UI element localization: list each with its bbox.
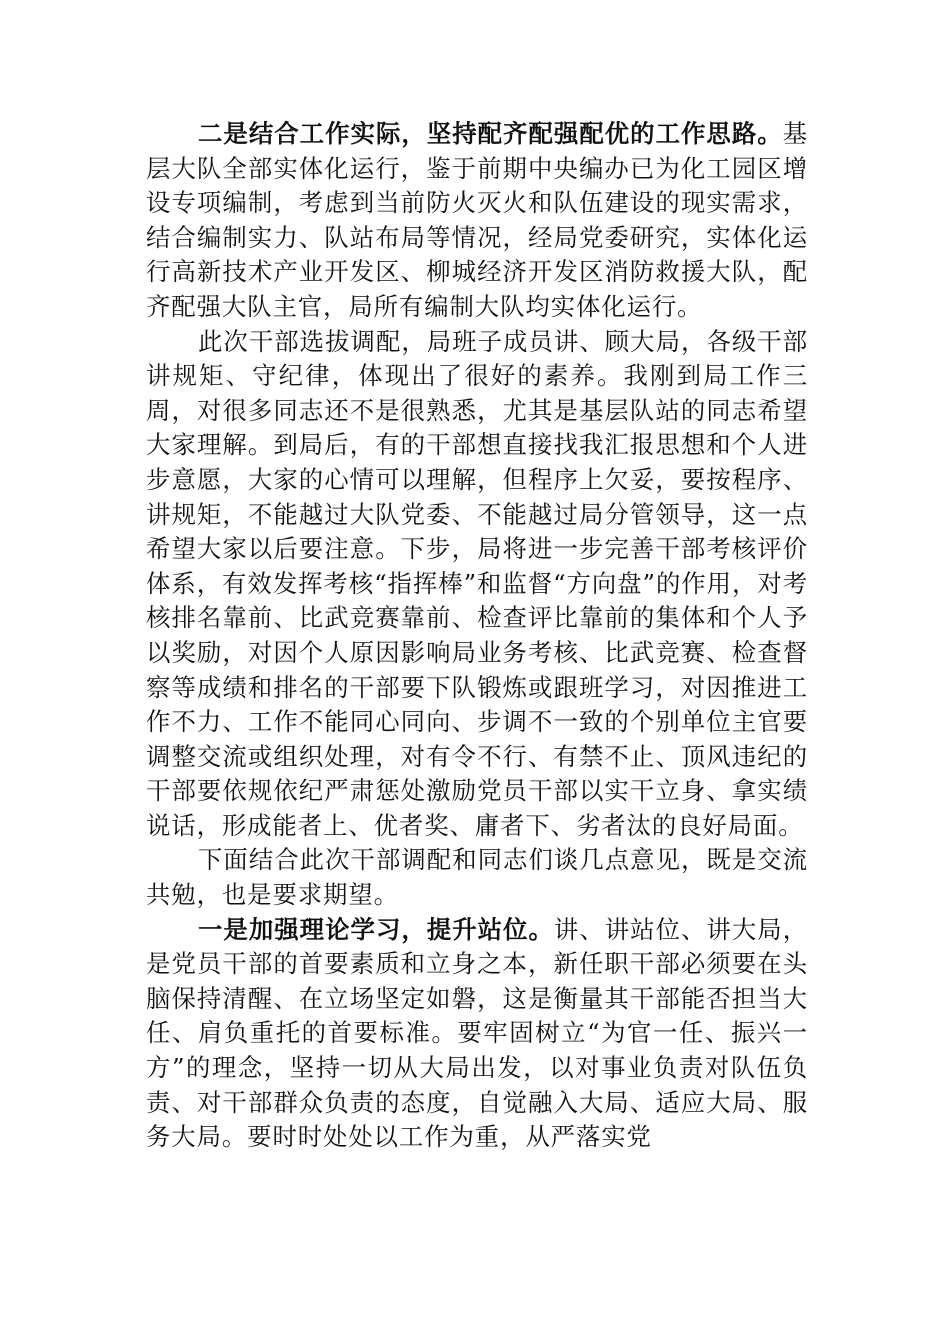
paragraph-work-approach (146, 117, 808, 325)
paragraph-cadre-selection (146, 325, 808, 844)
document-body (146, 117, 808, 1155)
paragraph-lead-heading: 一是加强理论学习，提升站位。 (198, 914, 554, 944)
paragraph-theory-study (146, 913, 808, 1155)
paragraph-lead-heading: 二是结合工作实际，坚持配齐配强配优的工作思路。 (198, 119, 783, 148)
paragraph-text: 下面结合此次干部调配和同志们谈几点意见，既是交流共勉，也是要求期望。 (146, 845, 808, 910)
paragraph-text: 基层大队全部实体化运行，鉴于前期中央编办已为化工园区增设专项编制，考虑到当前防火灭火和队伍建设的现实需求，结合编制实力、队站布局等情况，经局党委研究，实体化运行高新技术产业开发区、柳城经济开发区消防救援大队，配齐配强大队主官，局所有编制大队均实体化运行。 (146, 119, 808, 321)
paragraph-transition (146, 843, 808, 912)
paragraph-text: 此次干部选拔调配，局班子成员讲、顾大局，各级干部讲规矩、守纪律，体现出了很好的素养。我刚到局工作三周，对很多同志还不是很熟悉，尤其是基层队站的同志希望大家理解。到局后，有的干部想直接找我汇报思想和个人进步意愿，大家的心情可以理解，但程序上欠妥，要按程序、讲规矩，不能越过大队党委、不能越过局分管领导，这一点希望大家以后要注意。下步，局将进一步完善干部考核评价体系，有效发挥考核“指挥棒”和监督“方向盘”的作用，对考核排名靠前、比武竞赛靠前、检查评比靠前的集体和个人予以奖励，对因个人原因影响局业务考核、比武竞赛、检查督察等成绩和排名的干部要下队锻炼或跟班学习，对因推进工作不力、工作不能同心同向、步调不一致的个别单位主官要调整交流或组织处理，对有令不行、有禁不止、顶风违纪的干部要依规依纪严肃惩处激励党员干部以实干立身、拿实绩说话，形成能者上、优者奖、庸者下、劣者汰的良好局面。 (146, 326, 808, 840)
paragraph-text: 讲、讲站位、讲大局，是党员干部的首要素质和立身之本，新任职干部必须要在头脑保持清醒、在立场坚定如磐，这是衡量其干部能否担当大任、肩负重托的首要标准。要牢固树立“为官一任、振兴一方”的理念，坚持一切从大局出发，以对事业负责对队伍负责、对干部群众负责的态度，自觉融入大局、适应大局、服务大局。要时时处处以工作为重，从严落实党 (146, 914, 808, 1152)
